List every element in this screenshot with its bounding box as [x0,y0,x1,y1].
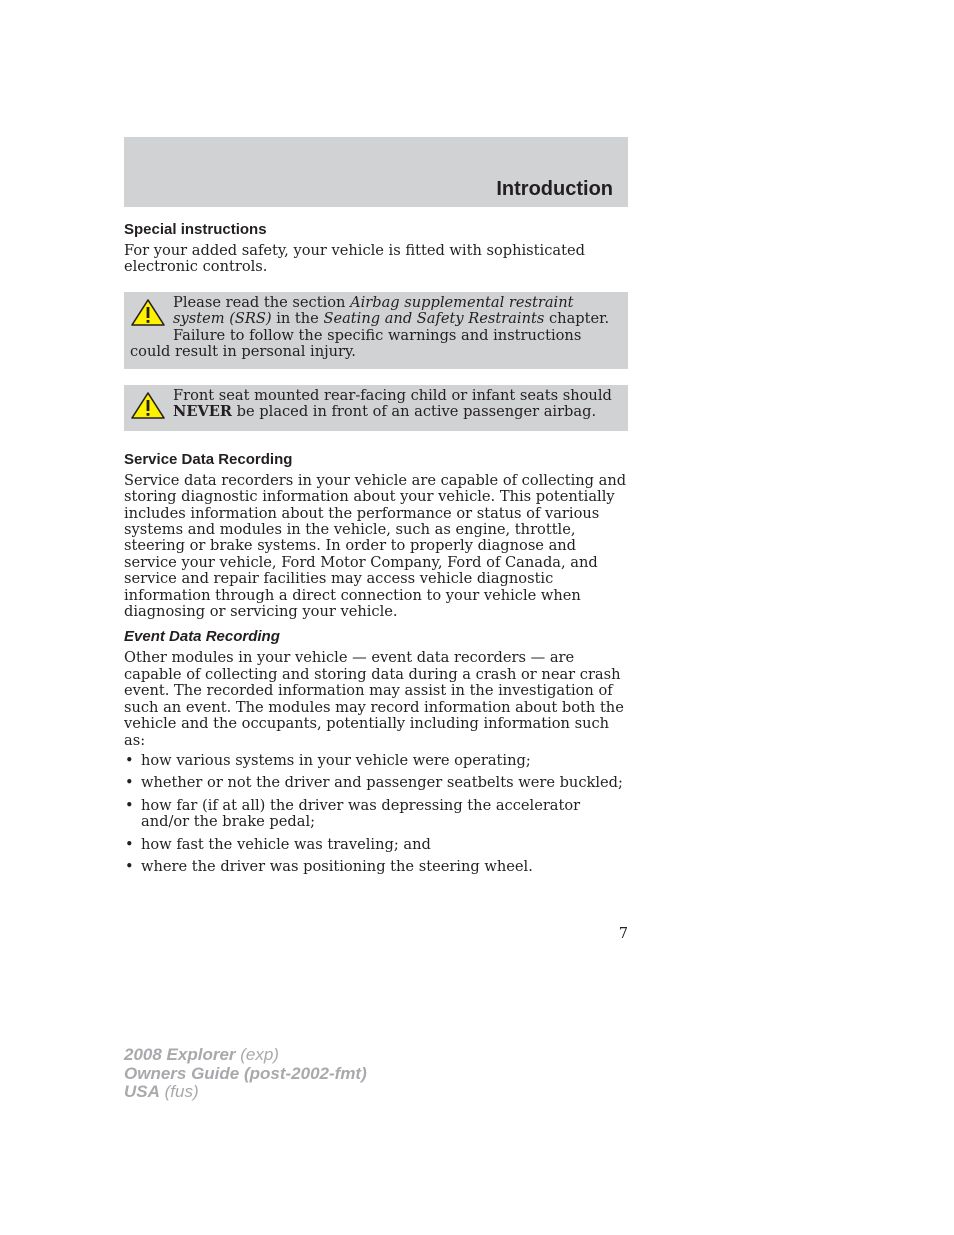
chapter-title: Introduction [496,178,613,200]
warning-triangle-icon [130,298,166,328]
chapter-header-band [124,137,628,207]
warning-text: chapter. Failure to follow the specific warnings and instructions could result in personal injury. [130,310,610,361]
list-item: • whether or not the driver and passenger seatbelts were buckled; [125,774,623,792]
warning-text: in the [271,310,324,328]
warning-text: Front seat mounted rear-facing child or infant seats should [173,386,612,404]
list-item: • how various systems in your vehicle were operating; [125,751,531,769]
list-item: • where the driver was positioning the steering wheel. [125,857,533,875]
airbag-warning-box [124,292,628,369]
footer-market-code: (fus) [159,1082,199,1101]
service-data-text: Service data recorders in your vehicle are capable of collecting and storing diagnostic information about your vehicle. This potentially includes information about the performance or status of various systems and modules in the vehicle, such as engine, throttle, steering or brake systems. In order to properly diagnose and service your vehicle, Ford Motor Company, Ford of Canada, and service and repair facilities may access vehicle diagnostic information through a direct connection to your vehicle when diagnosing or servicing your vehicle. [124,471,627,621]
bullet-icon: • [125,796,134,814]
warning-triangle-icon [130,391,166,421]
page-content [124,220,628,881]
list-item: • how far (if at all) the driver was depressing the accelerator and/or the brake pedal; [125,796,581,831]
footer-model-code: (exp) [235,1045,279,1064]
special-instructions-text: For your added safety, your vehicle is fitted with sophisticated electronic controls. [124,242,585,276]
list-item: • how fast the vehicle was traveling; and [125,835,431,853]
event-data-text: Other modules in your vehicle — event data recorders — are capable of collecting and storing data during a crash or near crash event. The recorded information may assist in the investigation of such an event. The modules may record information about both the vehicle and the occupants, potentially including information such as: [124,649,624,749]
child-seat-warning-box [124,385,628,431]
special-instructions-heading: Special instructions [124,221,267,238]
bullet-icon: • [125,751,134,769]
event-data-heading: Event Data Recording [124,628,280,646]
warning-text: be placed in front of an active passenger airbag. [232,403,597,421]
service-data-heading: Service Data Recording [124,450,293,468]
warning-emphasis: Seating and Safety Restraints [323,310,545,328]
page-number: 7 [618,925,628,942]
warning-never: NEVER [173,403,233,421]
bullet-icon: • [125,774,134,792]
footer-market: USA [124,1082,160,1101]
document-footer [124,1046,367,1102]
warning-emphasis: Airbag supplemental restraint system (SRS) [173,293,574,328]
footer-model: 2008 Explorer [124,1045,236,1064]
bullet-icon: • [125,835,134,853]
warning-text: Please read the section [173,293,351,311]
footer-guide: Owners Guide (post-2002-fmt) [124,1063,367,1083]
bullet-icon: • [125,857,134,875]
event-data-list [124,753,628,875]
